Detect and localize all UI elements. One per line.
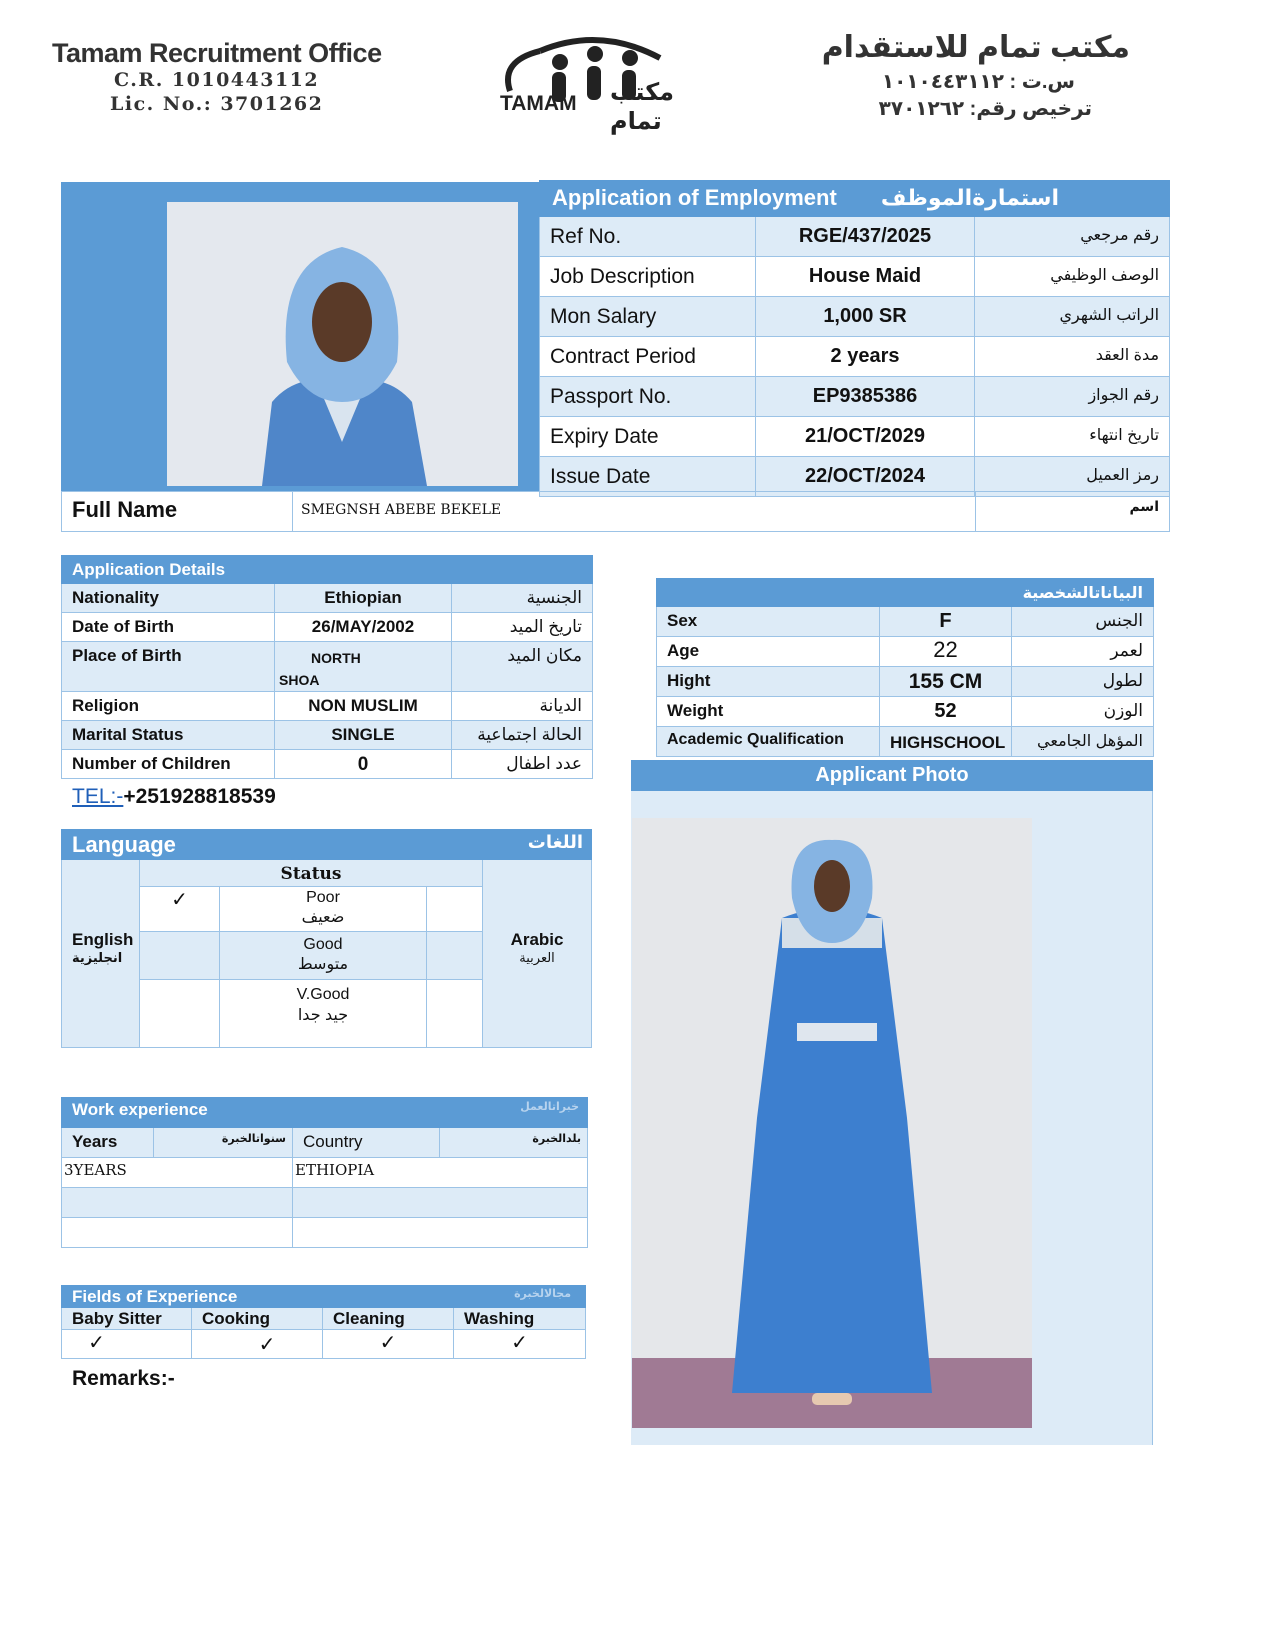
office-cr-en: C.R. 1010443112	[114, 69, 320, 91]
full-name-row	[61, 491, 1170, 532]
field-check-cleaning: ✓	[323, 1330, 454, 1359]
field-check-cooking: ✓	[192, 1330, 323, 1359]
personal-value: 155 CM	[880, 667, 1012, 697]
app-label: Ref No.	[540, 217, 756, 257]
personal-label: Age	[657, 637, 880, 667]
details-value: 0	[275, 750, 452, 779]
details-label-ar: تاريخ الميد	[452, 613, 593, 642]
app-row-contract	[540, 337, 1170, 377]
arabic-label: Arabic	[510, 930, 564, 949]
level-ar: متوسط	[297, 956, 349, 973]
details-value: NON MUSLIM	[275, 692, 452, 721]
fields-of-experience-table	[61, 1285, 586, 1359]
level-vgood	[220, 980, 427, 1048]
applicant-photo-title: Applicant Photo	[631, 760, 1153, 791]
office-license-en: Lic. No.: 3701262	[110, 93, 324, 115]
application-title-en: Application of Employment	[540, 181, 975, 217]
personal-label-ar: لعمر	[1012, 637, 1154, 667]
app-value: 22/OCT/2024	[756, 457, 975, 497]
full-body-illustration-icon	[632, 818, 1032, 1428]
portrait-illustration-icon	[167, 202, 518, 486]
work-country-value: ETHIOPIA	[293, 1158, 588, 1188]
level-good	[220, 932, 427, 980]
tel-label[interactable]: TEL:-	[72, 785, 124, 808]
app-row-passport	[540, 377, 1170, 417]
details-label: Religion	[62, 692, 275, 721]
application-table	[539, 180, 1170, 497]
office-header-ar	[790, 30, 1130, 121]
english-vgood-check	[140, 980, 220, 1048]
arabic-label-ar: العربية	[519, 950, 555, 965]
app-value: 21/OCT/2029	[756, 417, 975, 457]
office-name-ar: مكتب تمام للاستقدام	[821, 31, 1130, 64]
portrait-panel	[61, 182, 540, 492]
work-years-value: 3YEARS	[62, 1158, 293, 1188]
language-title: Language	[62, 830, 483, 860]
years-label: Years	[62, 1128, 154, 1158]
app-label-ar: رقم مرجعي	[975, 217, 1170, 257]
tamam-logo	[500, 36, 700, 135]
app-value: 1,000 SR	[756, 297, 975, 337]
arabic-cell	[483, 860, 592, 1048]
details-label: Marital Status	[62, 721, 275, 750]
field-label-cooking: Cooking	[192, 1308, 323, 1330]
arabic-good-check	[427, 932, 483, 980]
details-label: Date of Birth	[62, 613, 275, 642]
personal-value: F	[880, 607, 1012, 637]
level-ar: جيد جدا	[297, 1007, 349, 1024]
work-title-ar: خبراتالعمل	[440, 1098, 588, 1128]
details-label-ar: الجنسية	[452, 584, 593, 613]
app-row-job	[540, 257, 1170, 297]
level-en: V.Good	[296, 986, 350, 1003]
personal-title-ar: البياناتالشخصية	[657, 579, 1154, 607]
app-row-salary	[540, 297, 1170, 337]
level-en: Good	[303, 936, 343, 953]
work-country-value	[293, 1188, 588, 1218]
language-table	[61, 829, 592, 1048]
status-header: Status	[140, 860, 483, 887]
years-label-ar: سنواتالخبرة	[154, 1128, 293, 1158]
office-cr-ar: س.ت : ١٠١٠٤٤٣١١٢	[881, 71, 1075, 93]
application-details-table	[61, 555, 593, 779]
app-label-ar: رمز العميل	[975, 457, 1170, 497]
logo-text-en: TAMAM	[500, 92, 577, 115]
app-value: RGE/437/2025	[756, 217, 975, 257]
pob-line-1: NORTH	[311, 650, 361, 666]
personal-label-ar: الجنس	[1012, 607, 1154, 637]
details-label-ar: مكان الميد	[452, 642, 593, 692]
telephone	[72, 785, 276, 809]
logo-text-ar: مكتب تمام	[610, 79, 675, 135]
full-name-value: SMEGNSH ABEBE BEKELE	[293, 492, 976, 532]
personal-data-table	[656, 578, 1154, 757]
level-en: Poor	[306, 889, 340, 906]
field-check-baby-sitter: ✓	[62, 1330, 192, 1359]
arabic-vgood-check	[427, 980, 483, 1048]
personal-label: Hight	[657, 667, 880, 697]
arabic-poor-check	[427, 887, 483, 932]
full-name-label: Full Name	[62, 492, 293, 532]
app-value: House Maid	[756, 257, 975, 297]
app-label: Expiry Date	[540, 417, 756, 457]
app-label: Mon Salary	[540, 297, 756, 337]
applicant-portrait-photo	[167, 202, 518, 486]
personal-value: HIGHSCHOOL	[880, 727, 1012, 757]
details-value: SINGLE	[275, 721, 452, 750]
english-good-check	[140, 932, 220, 980]
personal-label-ar: الوزن	[1012, 697, 1154, 727]
level-ar: ضعيف	[301, 909, 345, 926]
field-check-washing: ✓	[454, 1330, 586, 1359]
full-name-label-ar: اسم	[976, 492, 1170, 532]
personal-label: Sex	[657, 607, 880, 637]
app-label: Passport No.	[540, 377, 756, 417]
details-value: Ethiopian	[275, 584, 452, 613]
details-label: Number of Children	[62, 750, 275, 779]
app-label-ar: مدة العقد	[975, 337, 1170, 377]
personal-label-ar: لطول	[1012, 667, 1154, 697]
details-label: Place of Birth	[62, 642, 275, 692]
work-years-value	[62, 1188, 293, 1218]
personal-label-ar: المؤهل الجامعي	[1012, 727, 1154, 757]
personal-value: 22	[880, 637, 1012, 667]
english-label-ar: انجليزية	[72, 950, 123, 965]
pob-line-2: SHOA	[279, 672, 320, 688]
applicant-photo-panel	[631, 791, 1153, 1445]
app-row-ref	[540, 217, 1170, 257]
applicant-full-photo	[632, 818, 1032, 1428]
app-label-ar: رقم الجواز	[975, 377, 1170, 417]
english-cell	[62, 860, 140, 1048]
field-label-cleaning: Cleaning	[323, 1308, 454, 1330]
app-label: Contract Period	[540, 337, 756, 377]
app-value: 2 years	[756, 337, 975, 377]
details-value: 26/MAY/2002	[275, 613, 452, 642]
fields-title: Fields of Experience	[62, 1286, 454, 1308]
level-poor	[220, 887, 427, 932]
work-country-value	[293, 1218, 588, 1248]
personal-value: 52	[880, 697, 1012, 727]
english-poor-check: ✓	[140, 887, 220, 932]
field-label-baby-sitter: Baby Sitter	[62, 1308, 192, 1330]
country-label-ar: بلدالخبرة	[440, 1128, 588, 1158]
app-label: Job Description	[540, 257, 756, 297]
app-label: Issue Date	[540, 457, 756, 497]
app-label-ar: الوصف الوظيفي	[975, 257, 1170, 297]
office-license-ar: ترخيص رقم: ٣٧٠١٢٦٢	[878, 98, 1092, 120]
app-value: EP9385386	[756, 377, 975, 417]
details-label-ar: الديانة	[452, 692, 593, 721]
details-label-ar: الحالة اجتماعية	[452, 721, 593, 750]
application-title-ar: استمارةالموظف	[975, 181, 1170, 217]
tel-value: +251928818539	[123, 785, 276, 808]
details-value-pob	[275, 642, 452, 692]
app-row-expiry	[540, 417, 1170, 457]
work-experience-table	[61, 1097, 588, 1248]
app-label-ar: الراتب الشهري	[975, 297, 1170, 337]
fields-title-ar: مجالالخبرة	[454, 1286, 586, 1308]
office-name-en: Tamam Recruitment Office	[52, 38, 382, 68]
app-label-ar: تاريخ انتهاء	[975, 417, 1170, 457]
personal-label: Weight	[657, 697, 880, 727]
field-label-washing: Washing	[454, 1308, 586, 1330]
work-title: Work experience	[62, 1098, 440, 1128]
work-years-value	[62, 1218, 293, 1248]
personal-label: Academic Qualification	[657, 727, 880, 757]
country-label: Country	[293, 1128, 440, 1158]
language-title-ar: اللغات	[483, 830, 592, 860]
details-label-ar: عدد اطفال	[452, 750, 593, 779]
english-label: English	[72, 930, 134, 949]
details-label: Nationality	[62, 584, 275, 613]
office-header-en	[52, 38, 412, 115]
remarks-label: Remarks:-	[72, 1367, 175, 1390]
details-title: Application Details	[62, 556, 593, 584]
